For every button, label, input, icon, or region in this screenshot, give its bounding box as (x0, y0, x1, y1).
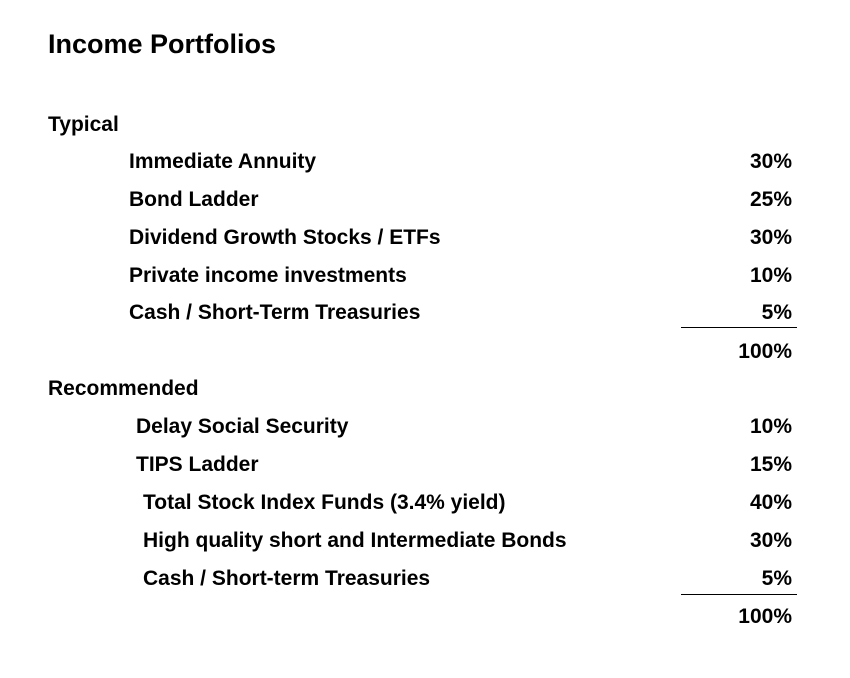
item-label: Immediate Annuity (129, 150, 317, 173)
table-row (0, 529, 850, 555)
item-value: 5% (761, 567, 792, 590)
item-label: Private income investments (129, 264, 407, 287)
item-value: 30% (749, 226, 792, 249)
total-rule (681, 594, 797, 595)
item-label: TIPS Ladder (136, 453, 259, 476)
total-row (0, 605, 850, 631)
item-label: Total Stock Index Funds (3.4% yield) (143, 491, 506, 514)
table-row (0, 226, 850, 252)
item-value: 40% (749, 491, 792, 514)
table-row (0, 567, 850, 593)
total-rule (681, 327, 797, 328)
total-row (0, 340, 850, 366)
item-value: 10% (749, 264, 792, 287)
item-value: 25% (749, 188, 792, 211)
item-label: Cash / Short-Term Treasuries (129, 301, 421, 324)
table-row (0, 415, 850, 441)
total-value: 100% (738, 340, 792, 363)
table-row (0, 150, 850, 176)
table-row (0, 491, 850, 517)
item-value: 10% (749, 415, 792, 438)
item-value: 15% (749, 453, 792, 476)
item-value: 5% (761, 301, 792, 324)
page-title: Income Portfolios (48, 29, 277, 59)
total-value: 100% (738, 605, 792, 628)
table-row (0, 453, 850, 479)
item-label: Dividend Growth Stocks / ETFs (129, 226, 441, 249)
section-heading-recommended: Recommended (48, 377, 199, 400)
item-label: Bond Ladder (129, 188, 259, 211)
table-row (0, 188, 850, 214)
section-heading-typical: Typical (48, 113, 119, 136)
table-row (0, 264, 850, 290)
item-value: 30% (749, 150, 792, 173)
item-label: Cash / Short-term Treasuries (143, 567, 431, 590)
item-value: 30% (749, 529, 792, 552)
item-label: High quality short and Intermediate Bonds (143, 529, 567, 552)
item-label: Delay Social Security (136, 415, 349, 438)
table-row (0, 301, 850, 327)
